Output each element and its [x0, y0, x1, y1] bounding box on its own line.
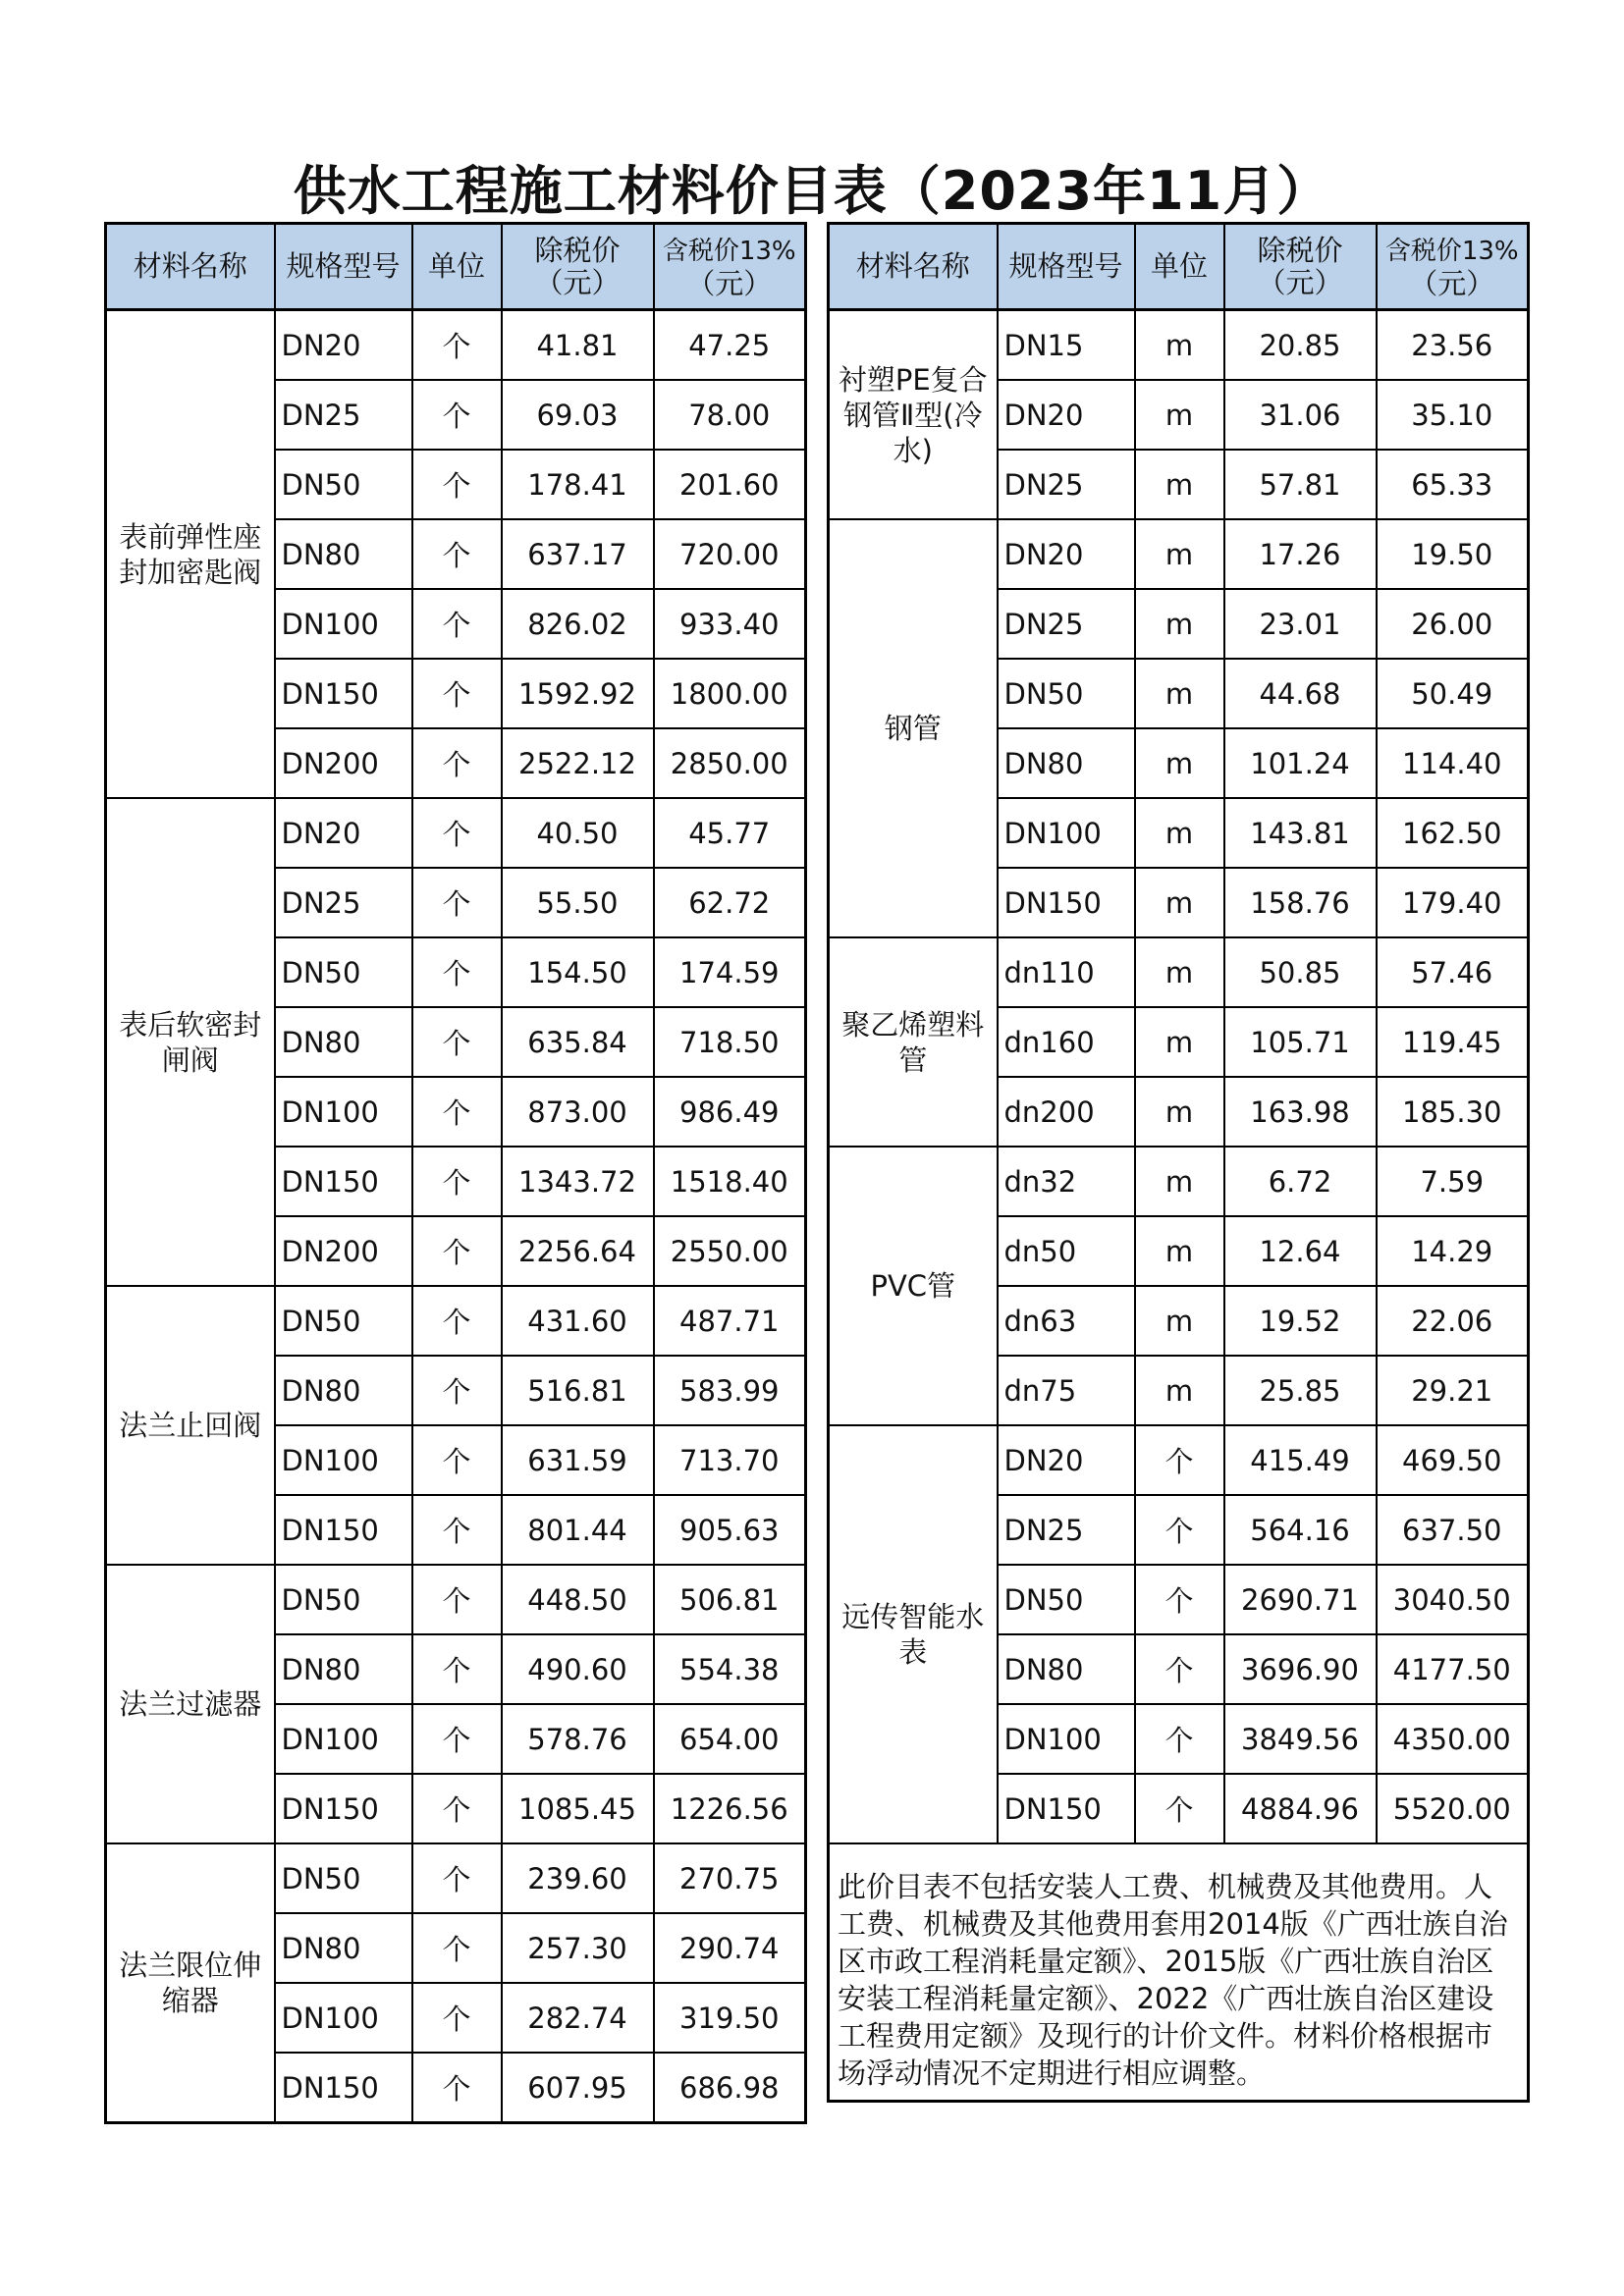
spec-cell: DN200 [275, 1216, 412, 1286]
pre-tax-price-cell: 154.50 [502, 937, 654, 1007]
tax-price-cell: 905.63 [654, 1495, 806, 1565]
pre-tax-price-cell: 12.64 [1224, 1216, 1377, 1286]
material-name-cell: PVC管 [829, 1147, 998, 1425]
unit-cell: 个 [1135, 1425, 1224, 1495]
spec-cell: DN80 [275, 1634, 412, 1704]
header-tax-line2: （元） [1409, 266, 1495, 300]
unit-cell: m [1135, 1077, 1224, 1147]
header-tax-price [654, 224, 806, 310]
unit-cell: 个 [412, 1216, 502, 1286]
unit-cell: 个 [412, 798, 502, 868]
header-pre-tax-price [1224, 224, 1377, 310]
unit-cell: 个 [412, 1007, 502, 1077]
unit-cell: 个 [1135, 1774, 1224, 1843]
spec-cell: DN25 [998, 1495, 1135, 1565]
spec-cell: DN200 [275, 728, 412, 798]
spec-cell: DN80 [998, 728, 1135, 798]
spec-cell: DN20 [998, 1425, 1135, 1495]
header-tax-line2: （元） [686, 266, 773, 300]
tax-price-cell: 933.40 [654, 589, 806, 659]
header-pre-tax-line1: 除税价 [1257, 233, 1343, 267]
tax-price-cell: 35.10 [1377, 380, 1529, 450]
pre-tax-price-cell: 3849.56 [1224, 1704, 1377, 1774]
spec-cell: DN25 [998, 450, 1135, 519]
header-material-name: 材料名称 [106, 224, 275, 310]
tax-price-cell: 986.49 [654, 1077, 806, 1147]
spec-cell: DN50 [275, 1843, 412, 1913]
pre-tax-price-cell: 23.01 [1224, 589, 1377, 659]
tax-price-cell: 1800.00 [654, 659, 806, 728]
pre-tax-price-cell: 1343.72 [502, 1147, 654, 1216]
pre-tax-price-cell: 57.81 [1224, 450, 1377, 519]
spec-cell: DN100 [275, 1704, 412, 1774]
pre-tax-price-cell: 490.60 [502, 1634, 654, 1704]
left-price-table [104, 222, 807, 2124]
header-unit: 单位 [1135, 224, 1224, 310]
spec-cell: DN100 [275, 1425, 412, 1495]
unit-cell: 个 [412, 728, 502, 798]
table-row [106, 1565, 806, 1634]
material-name-cell: 表后软密封闸阀 [106, 798, 275, 1286]
pre-tax-price-cell: 578.76 [502, 1704, 654, 1774]
tax-price-cell: 4350.00 [1377, 1704, 1529, 1774]
pre-tax-price-cell: 631.59 [502, 1425, 654, 1495]
material-name-cell: 法兰过滤器 [106, 1565, 275, 1843]
unit-cell: m [1135, 868, 1224, 937]
tax-price-cell: 290.74 [654, 1913, 806, 1983]
unit-cell: m [1135, 728, 1224, 798]
table-row [829, 1425, 1529, 1495]
pre-tax-price-cell: 1592.92 [502, 659, 654, 728]
pre-tax-price-cell: 431.60 [502, 1286, 654, 1356]
spec-cell: DN20 [998, 519, 1135, 589]
pre-tax-price-cell: 105.71 [1224, 1007, 1377, 1077]
pre-tax-price-cell: 801.44 [502, 1495, 654, 1565]
unit-cell: 个 [412, 1565, 502, 1634]
pre-tax-price-cell: 6.72 [1224, 1147, 1377, 1216]
unit-cell: 个 [412, 519, 502, 589]
header-material-name: 材料名称 [829, 224, 998, 310]
header-tax-line1: 含税价13% [1384, 236, 1519, 266]
tax-price-cell: 114.40 [1377, 728, 1529, 798]
table-row [829, 519, 1529, 589]
tax-price-cell: 5520.00 [1377, 1774, 1529, 1843]
material-name-cell: 法兰止回阀 [106, 1286, 275, 1565]
tax-price-cell: 119.45 [1377, 1007, 1529, 1077]
unit-cell: 个 [412, 1913, 502, 1983]
header-spec: 规格型号 [998, 224, 1135, 310]
spec-cell: DN100 [998, 798, 1135, 868]
header-pre-tax-price [502, 224, 654, 310]
unit-cell: m [1135, 1007, 1224, 1077]
pre-tax-price-cell: 415.49 [1224, 1425, 1377, 1495]
spec-cell: dn32 [998, 1147, 1135, 1216]
spec-cell: DN150 [998, 868, 1135, 937]
unit-cell: 个 [412, 589, 502, 659]
unit-cell: m [1135, 1147, 1224, 1216]
header-spec: 规格型号 [275, 224, 412, 310]
tax-price-cell: 3040.50 [1377, 1565, 1529, 1634]
table-row [106, 798, 806, 868]
tax-price-cell: 319.50 [654, 1983, 806, 2053]
spec-cell: DN15 [998, 310, 1135, 381]
spec-cell: DN50 [998, 659, 1135, 728]
unit-cell: 个 [412, 1147, 502, 1216]
pre-tax-price-cell: 143.81 [1224, 798, 1377, 868]
pre-tax-price-cell: 2690.71 [1224, 1565, 1377, 1634]
spec-cell: DN80 [275, 1007, 412, 1077]
table-row [106, 310, 806, 381]
spec-cell: DN80 [275, 519, 412, 589]
spec-cell: DN150 [275, 1774, 412, 1843]
tax-price-cell: 23.56 [1377, 310, 1529, 381]
spec-cell: DN25 [275, 380, 412, 450]
header-row [829, 224, 1529, 310]
tax-price-cell: 174.59 [654, 937, 806, 1007]
tax-price-cell: 57.46 [1377, 937, 1529, 1007]
spec-cell: DN25 [275, 868, 412, 937]
spec-cell: dn50 [998, 1216, 1135, 1286]
tax-price-cell: 185.30 [1377, 1077, 1529, 1147]
pre-tax-price-cell: 3696.90 [1224, 1634, 1377, 1704]
header-pre-tax-line2: （元） [534, 265, 621, 299]
pre-tax-price-cell: 163.98 [1224, 1077, 1377, 1147]
material-name-cell: 法兰限位伸缩器 [106, 1843, 275, 2123]
tax-price-cell: 62.72 [654, 868, 806, 937]
table-row [829, 937, 1529, 1007]
tax-price-cell: 65.33 [1377, 450, 1529, 519]
pre-tax-price-cell: 607.95 [502, 2053, 654, 2123]
tax-price-cell: 718.50 [654, 1007, 806, 1077]
unit-cell: 个 [412, 937, 502, 1007]
material-name-cell: 聚乙烯塑料管 [829, 937, 998, 1147]
tax-price-cell: 50.49 [1377, 659, 1529, 728]
unit-cell: 个 [412, 1983, 502, 2053]
pre-tax-price-cell: 239.60 [502, 1843, 654, 1913]
pre-tax-price-cell: 448.50 [502, 1565, 654, 1634]
tax-price-cell: 14.29 [1377, 1216, 1529, 1286]
unit-cell: 个 [412, 380, 502, 450]
unit-cell: m [1135, 798, 1224, 868]
spec-cell: DN50 [275, 1286, 412, 1356]
header-pre-tax-line1: 除税价 [534, 233, 621, 267]
unit-cell: m [1135, 1286, 1224, 1356]
pre-tax-price-cell: 2522.12 [502, 728, 654, 798]
unit-cell: 个 [412, 1495, 502, 1565]
material-name-cell: 表前弹性座封加密匙阀 [106, 310, 275, 799]
tax-price-cell: 4177.50 [1377, 1634, 1529, 1704]
unit-cell: 个 [412, 1774, 502, 1843]
right-price-table [827, 222, 1530, 2103]
spec-cell: DN50 [998, 1565, 1135, 1634]
pre-tax-price-cell: 40.50 [502, 798, 654, 868]
unit-cell: 个 [1135, 1565, 1224, 1634]
pre-tax-price-cell: 873.00 [502, 1077, 654, 1147]
tax-price-cell: 1518.40 [654, 1147, 806, 1216]
unit-cell: m [1135, 380, 1224, 450]
tax-price-cell: 270.75 [654, 1843, 806, 1913]
unit-cell: 个 [1135, 1704, 1224, 1774]
tax-price-cell: 19.50 [1377, 519, 1529, 589]
pre-tax-price-cell: 4884.96 [1224, 1774, 1377, 1843]
unit-cell: 个 [412, 1286, 502, 1356]
pre-tax-price-cell: 50.85 [1224, 937, 1377, 1007]
pre-tax-price-cell: 257.30 [502, 1913, 654, 1983]
material-name-cell: 远传智能水表 [829, 1425, 998, 1843]
tax-price-cell: 469.50 [1377, 1425, 1529, 1495]
pre-tax-price-cell: 178.41 [502, 450, 654, 519]
pre-tax-price-cell: 516.81 [502, 1356, 654, 1425]
tax-price-cell: 179.40 [1377, 868, 1529, 937]
header-tax-line1: 含税价13% [662, 236, 796, 266]
pre-tax-price-cell: 69.03 [502, 380, 654, 450]
tax-price-cell: 1226.56 [654, 1774, 806, 1843]
pre-tax-price-cell: 158.76 [1224, 868, 1377, 937]
header-pre-tax-line2: （元） [1257, 265, 1343, 299]
tax-price-cell: 720.00 [654, 519, 806, 589]
spec-cell: DN50 [275, 1565, 412, 1634]
header-unit: 单位 [412, 224, 502, 310]
header-row [106, 224, 806, 310]
note-row [829, 1843, 1529, 2102]
tax-price-cell: 2550.00 [654, 1216, 806, 1286]
tax-price-cell: 47.25 [654, 310, 806, 381]
table-row [829, 1147, 1529, 1216]
pre-tax-price-cell: 17.26 [1224, 519, 1377, 589]
unit-cell: m [1135, 1216, 1224, 1286]
unit-cell: m [1135, 519, 1224, 589]
unit-cell: 个 [1135, 1634, 1224, 1704]
tax-price-cell: 713.70 [654, 1425, 806, 1495]
tax-price-cell: 637.50 [1377, 1495, 1529, 1565]
pre-tax-price-cell: 826.02 [502, 589, 654, 659]
tax-price-cell: 22.06 [1377, 1286, 1529, 1356]
unit-cell: 个 [412, 1077, 502, 1147]
pre-tax-price-cell: 282.74 [502, 1983, 654, 2053]
tax-price-cell: 7.59 [1377, 1147, 1529, 1216]
unit-cell: 个 [412, 450, 502, 519]
unit-cell: 个 [412, 1425, 502, 1495]
tax-price-cell: 583.99 [654, 1356, 806, 1425]
header-tax-price [1377, 224, 1529, 310]
spec-cell: dn200 [998, 1077, 1135, 1147]
unit-cell: m [1135, 1356, 1224, 1425]
pre-tax-price-cell: 44.68 [1224, 659, 1377, 728]
pre-tax-price-cell: 101.24 [1224, 728, 1377, 798]
spec-cell: DN150 [275, 2053, 412, 2123]
pre-tax-price-cell: 637.17 [502, 519, 654, 589]
unit-cell: 个 [412, 2053, 502, 2123]
spec-cell: DN50 [275, 937, 412, 1007]
spec-cell: DN20 [275, 310, 412, 381]
unit-cell: m [1135, 589, 1224, 659]
spec-cell: DN80 [275, 1913, 412, 1983]
spec-cell: DN150 [275, 1495, 412, 1565]
pre-tax-price-cell: 635.84 [502, 1007, 654, 1077]
pre-tax-price-cell: 25.85 [1224, 1356, 1377, 1425]
pre-tax-price-cell: 564.16 [1224, 1495, 1377, 1565]
spec-cell: DN150 [275, 659, 412, 728]
tax-price-cell: 487.71 [654, 1286, 806, 1356]
spec-cell: dn75 [998, 1356, 1135, 1425]
pre-tax-price-cell: 1085.45 [502, 1774, 654, 1843]
unit-cell: 个 [412, 659, 502, 728]
spec-cell: dn63 [998, 1286, 1135, 1356]
tax-price-cell: 654.00 [654, 1704, 806, 1774]
unit-cell: 个 [412, 868, 502, 937]
spec-cell: DN50 [275, 450, 412, 519]
spec-cell: DN25 [998, 589, 1135, 659]
spec-cell: DN80 [998, 1634, 1135, 1704]
spec-cell: DN100 [275, 1077, 412, 1147]
tax-price-cell: 506.81 [654, 1565, 806, 1634]
tax-price-cell: 29.21 [1377, 1356, 1529, 1425]
unit-cell: m [1135, 450, 1224, 519]
table-row [829, 310, 1529, 381]
unit-cell: 个 [412, 1356, 502, 1425]
tax-price-cell: 2850.00 [654, 728, 806, 798]
tax-price-cell: 201.60 [654, 450, 806, 519]
pre-tax-price-cell: 31.06 [1224, 380, 1377, 450]
spec-cell: DN100 [275, 1983, 412, 2053]
unit-cell: m [1135, 937, 1224, 1007]
unit-cell: 个 [412, 1704, 502, 1774]
material-name-cell: 钢管 [829, 519, 998, 937]
pre-tax-price-cell: 20.85 [1224, 310, 1377, 381]
unit-cell: 个 [412, 1634, 502, 1704]
spec-cell: dn110 [998, 937, 1135, 1007]
material-name-cell: 衬塑PE复合钢管Ⅱ型(冷水) [829, 310, 998, 520]
unit-cell: 个 [1135, 1495, 1224, 1565]
spec-cell: DN150 [275, 1147, 412, 1216]
unit-cell: 个 [412, 310, 502, 381]
tax-price-cell: 45.77 [654, 798, 806, 868]
pre-tax-price-cell: 2256.64 [502, 1216, 654, 1286]
tax-price-cell: 78.00 [654, 380, 806, 450]
unit-cell: m [1135, 310, 1224, 381]
pre-tax-price-cell: 19.52 [1224, 1286, 1377, 1356]
pre-tax-price-cell: 55.50 [502, 868, 654, 937]
spec-cell: DN20 [275, 798, 412, 868]
spec-cell: DN20 [998, 380, 1135, 450]
tax-price-cell: 554.38 [654, 1634, 806, 1704]
tax-price-cell: 162.50 [1377, 798, 1529, 868]
spec-cell: dn160 [998, 1007, 1135, 1077]
pre-tax-price-cell: 41.81 [502, 310, 654, 381]
page-title: 供水工程施工材料价目表（2023年11月） [293, 160, 1331, 222]
spec-cell: DN150 [998, 1774, 1135, 1843]
table-row [106, 1843, 806, 1913]
spec-cell: DN100 [998, 1704, 1135, 1774]
tax-price-cell: 26.00 [1377, 589, 1529, 659]
tax-price-cell: 686.98 [654, 2053, 806, 2123]
unit-cell: m [1135, 659, 1224, 728]
price-note: 此价目表不包括安装人工费、机械费及其他费用。人工费、机械费及其他费用套用2014版《广西壮族自治区市政工程消耗量定额》、2015版《广西壮族自治区安装工程消耗量定额》、2022《广西壮族自治区建设工程费用定额》及现行的计价文件。材料价格根据市场浮动情况不定期进行相应调整。 [829, 1843, 1529, 2102]
spec-cell: DN100 [275, 589, 412, 659]
spec-cell: DN80 [275, 1356, 412, 1425]
table-row [106, 1286, 806, 1356]
unit-cell: 个 [412, 1843, 502, 1913]
